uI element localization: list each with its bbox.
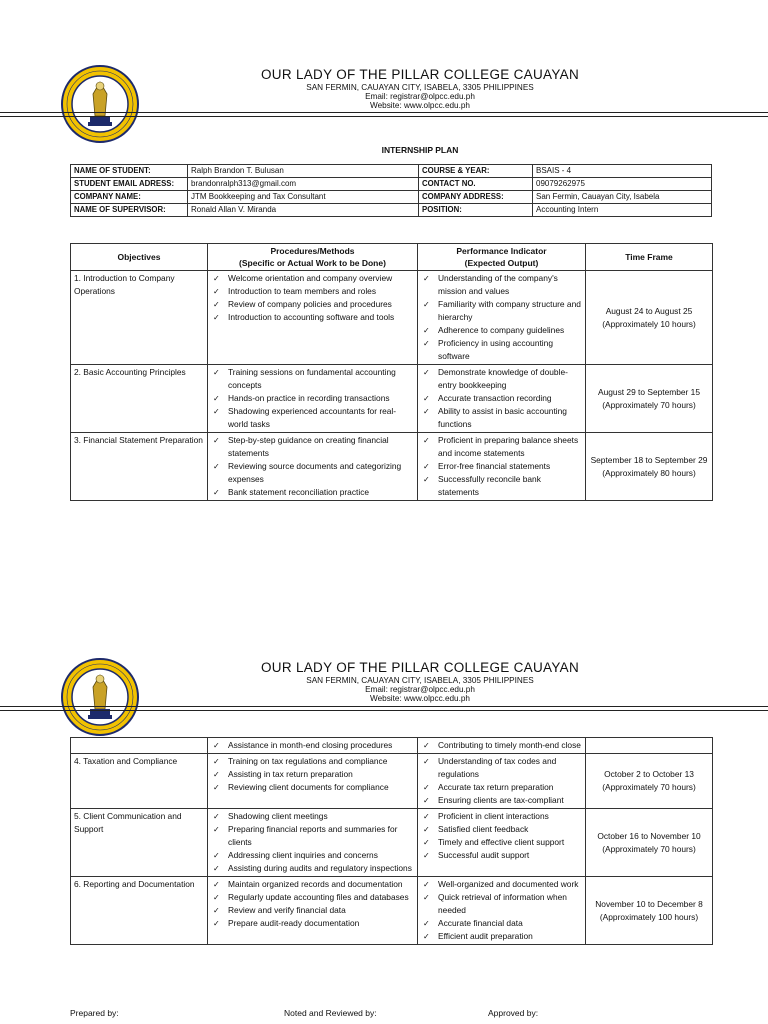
checklist-item: ✓ Maintain organized records and documentation	[211, 878, 414, 891]
course-year: BSAIS - 4	[533, 165, 712, 178]
student-info-table	[70, 164, 712, 217]
checklist-item: ✓ Successfully reconcile bank statements	[421, 473, 582, 499]
checklist-item: ✓ Preparing financial reports and summaries for clients	[211, 823, 414, 849]
checklist	[211, 366, 414, 431]
time-frame-hours: (Approximately 70 hours)	[602, 399, 696, 410]
college-address: SAN FERMIN, CAUAYAN CITY, ISABELA, 3305 PHILIPPINES	[306, 676, 534, 685]
college-website: Website: www.olpcc.edu.ph	[370, 101, 470, 110]
checklist-item: ✓ Successful audit support	[421, 849, 582, 862]
checklist-item: ✓ Hands-on practice in recording transactions	[211, 392, 414, 405]
time-frame-cell	[586, 754, 713, 809]
plan-title: INTERNSHIP PLAN	[381, 145, 459, 155]
checklist	[421, 878, 582, 943]
col-procedures-subtitle: (Specific or Actual Work to be Done)	[239, 258, 386, 268]
checklist-item: ✓ Efficient audit preparation	[421, 930, 582, 943]
checklist-item: ✓ Introduction to accounting software and tools	[211, 311, 414, 324]
time-frame-cell	[586, 271, 713, 365]
time-frame-cell	[586, 738, 713, 754]
time-frame-dates: September 18 to September 29	[590, 454, 708, 465]
company-label: COMPANY NAME:	[71, 191, 188, 204]
checklist-item: ✓ Ability to assist in basic accounting functions	[421, 405, 582, 431]
checklist-item: ✓ Step-by-step guidance on creating financial statements	[211, 434, 414, 460]
table-row	[71, 877, 713, 945]
indicators-cell	[418, 271, 586, 365]
checklist	[421, 434, 582, 499]
supervisor-label: NAME OF SUPERVISOR:	[71, 204, 188, 217]
contact-no: 09079262975	[533, 178, 712, 191]
time-frame-hours: (Approximately 70 hours)	[602, 843, 696, 854]
time-frame-hours: (Approximately 80 hours)	[602, 467, 696, 478]
checklist-item: ✓ Introduction to team members and roles	[211, 285, 414, 298]
email-label: STUDENT EMAIL ADRESS:	[71, 178, 188, 191]
col-time-frame: Time Frame	[586, 244, 713, 271]
col-procedures-title: Procedures/Methods	[270, 246, 355, 256]
checklist-item: ✓ Bank statement reconciliation practice	[211, 486, 414, 499]
page-header-2	[0, 655, 768, 745]
checklist-item: ✓ Assistance in month-end closing procedures	[211, 739, 414, 752]
checklist-item: ✓ Welcome orientation and company overview	[211, 272, 414, 285]
checklist-item: ✓ Proficient in preparing balance sheets and income statements	[421, 434, 582, 460]
checklist-item: ✓ Understanding of the company's mission and values	[421, 272, 582, 298]
checklist	[421, 366, 582, 431]
checklist	[211, 272, 414, 324]
checklist-item: ✓ Proficiency in using accounting software	[421, 337, 582, 363]
position-label: POSITION:	[419, 204, 533, 217]
checklist-item: ✓ Reviewing source documents and categorizing expenses	[211, 460, 414, 486]
checklist-item: ✓ Accurate financial data	[421, 917, 582, 930]
procedures-cell	[208, 365, 418, 433]
company-address: San Fermin, Cauayan City, Isabela	[533, 191, 712, 204]
time-frame-hours: (Approximately 10 hours)	[602, 318, 696, 329]
procedures-cell	[208, 433, 418, 501]
course-label: COURSE & YEAR:	[419, 165, 533, 178]
time-frame-cell	[586, 365, 713, 433]
college-email: Email: registrar@olpcc.edu.ph	[365, 92, 475, 101]
student-name: Ralph Brandon T. Bulusan	[188, 165, 419, 178]
time-frame-cell	[586, 809, 713, 877]
table-row	[71, 433, 713, 501]
checklist-item: ✓ Training sessions on fundamental accounting concepts	[211, 366, 414, 392]
checklist-item: ✓ Training on tax regulations and compliance	[211, 755, 414, 768]
indicators-cell	[418, 738, 586, 754]
checklist-item: ✓ Review of company policies and procedures	[211, 298, 414, 311]
procedures-cell	[208, 738, 418, 754]
checklist-item: ✓ Well-organized and documented work	[421, 878, 582, 891]
checklist-item: ✓ Prepare audit-ready documentation	[211, 917, 414, 930]
checklist-item: ✓ Quick retrieval of information when needed	[421, 891, 582, 917]
procedures-cell	[208, 877, 418, 945]
table-row	[71, 738, 713, 754]
objective-cell: 5. Client Communication and Support	[71, 809, 208, 877]
checklist	[421, 755, 582, 807]
time-frame-dates: November 10 to December 8	[595, 898, 703, 909]
indicators-cell	[418, 433, 586, 501]
time-frame-hours: (Approximately 70 hours)	[602, 782, 696, 792]
table-row	[71, 809, 713, 877]
checklist-item: ✓ Shadowing client meetings	[211, 810, 414, 823]
college-name: OUR LADY OF THE PILLAR COLLEGE CAUAYAN	[261, 67, 579, 82]
checklist-item: ✓ Error-free financial statements	[421, 460, 582, 473]
procedures-cell	[208, 809, 418, 877]
contact-label: CONTACT NO.	[419, 178, 533, 191]
time-frame-dates: August 24 to August 25	[605, 305, 693, 316]
checklist-item: ✓ Timely and effective client support	[421, 836, 582, 849]
checklist-item: ✓ Shadowing experienced accountants for real-world tasks	[211, 405, 414, 431]
checklist	[211, 739, 414, 752]
indicators-cell	[418, 809, 586, 877]
college-website: Website: www.olpcc.edu.ph	[370, 694, 470, 703]
checklist-item: ✓ Regularly update accounting files and databases	[211, 891, 414, 904]
objective-cell: 2. Basic Accounting Principles	[71, 365, 208, 433]
checklist	[421, 272, 582, 363]
checklist-item: ✓ Ensuring clients are tax-compliant	[421, 794, 582, 807]
time-frame-dates: October 16 to November 10	[597, 830, 701, 841]
checklist-item: ✓ Assisting during audits and regulatory inspections	[211, 862, 414, 875]
indicators-cell	[418, 365, 586, 433]
col-indicator-title: Performance Indicator	[456, 246, 547, 256]
time-frame-dates: August 29 to September 15	[598, 386, 700, 397]
student-email: brandonralph313@gmail.com	[188, 178, 419, 191]
position: Accounting Intern	[533, 204, 712, 217]
objective-cell: 4. Taxation and Compliance	[71, 754, 208, 809]
college-email: Email: registrar@olpcc.edu.ph	[365, 685, 475, 694]
checklist-item: ✓ Demonstrate knowledge of double-entry bookkeeping	[421, 366, 582, 392]
supervisor-name: Ronald Allan V. Miranda	[188, 204, 419, 217]
procedures-cell	[208, 754, 418, 809]
approved-by-label: Approved by:	[488, 1008, 539, 1018]
objective-cell: 1. Introduction to Company Operations	[71, 271, 208, 365]
col-indicator	[418, 244, 586, 271]
page-header	[0, 62, 768, 152]
table-row	[71, 365, 713, 433]
checklist	[211, 878, 414, 930]
college-name: OUR LADY OF THE PILLAR COLLEGE CAUAYAN	[261, 660, 579, 675]
checklist	[211, 434, 414, 499]
objective-cell: 6. Reporting and Documentation	[71, 877, 208, 945]
time-frame-dates: October 2 to October 13	[604, 769, 694, 779]
checklist-item: ✓ Contributing to timely month-end close	[421, 739, 582, 752]
checklist-item: ✓ Familiarity with company structure and hierarchy	[421, 298, 582, 324]
time-frame-hours: (Approximately 100 hours)	[599, 911, 699, 922]
procedures-cell	[208, 271, 418, 365]
time-frame-cell	[586, 433, 713, 501]
checklist-item: ✓ Proficient in client interactions	[421, 810, 582, 823]
checklist-item: ✓ Reviewing client documents for compliance	[211, 781, 414, 794]
internship-plan-table	[70, 243, 713, 501]
col-indicator-subtitle: (Expected Output)	[464, 258, 539, 268]
company-address-label: COMPANY ADDRESS:	[419, 191, 533, 204]
checklist-item: ✓ Assisting in tax return preparation	[211, 768, 414, 781]
checklist-item: ✓ Review and verify financial data	[211, 904, 414, 917]
checklist-item: ✓ Accurate transaction recording	[421, 392, 582, 405]
checklist	[421, 739, 582, 752]
name-label: NAME OF STUDENT:	[71, 165, 188, 178]
objective-cell	[71, 738, 208, 754]
noted-by-label: Noted and Reviewed by:	[284, 1008, 377, 1018]
company-name: JTM Bookkeeping and Tax Consultant	[188, 191, 419, 204]
checklist-item: ✓ Addressing client inquiries and concerns	[211, 849, 414, 862]
college-address: SAN FERMIN, CAUAYAN CITY, ISABELA, 3305 PHILIPPINES	[306, 83, 534, 92]
prepared-by-label: Prepared by:	[70, 1008, 119, 1018]
checklist	[211, 810, 414, 875]
table-row	[71, 271, 713, 365]
checklist-item: ✓ Adherence to company guidelines	[421, 324, 582, 337]
objective-cell: 3. Financial Statement Preparation	[71, 433, 208, 501]
checklist	[421, 810, 582, 862]
col-procedures	[208, 244, 418, 271]
internship-plan-table-continued	[70, 737, 713, 945]
checklist-item: ✓ Understanding of tax codes and regulations	[421, 755, 582, 781]
table-row	[71, 754, 713, 809]
checklist	[211, 755, 414, 794]
time-frame-cell	[586, 877, 713, 945]
checklist-item: ✓ Satisfied client feedback	[421, 823, 582, 836]
indicators-cell	[418, 877, 586, 945]
indicators-cell	[418, 754, 586, 809]
col-objectives: Objectives	[71, 244, 208, 271]
checklist-item: ✓ Accurate tax return preparation	[421, 781, 582, 794]
